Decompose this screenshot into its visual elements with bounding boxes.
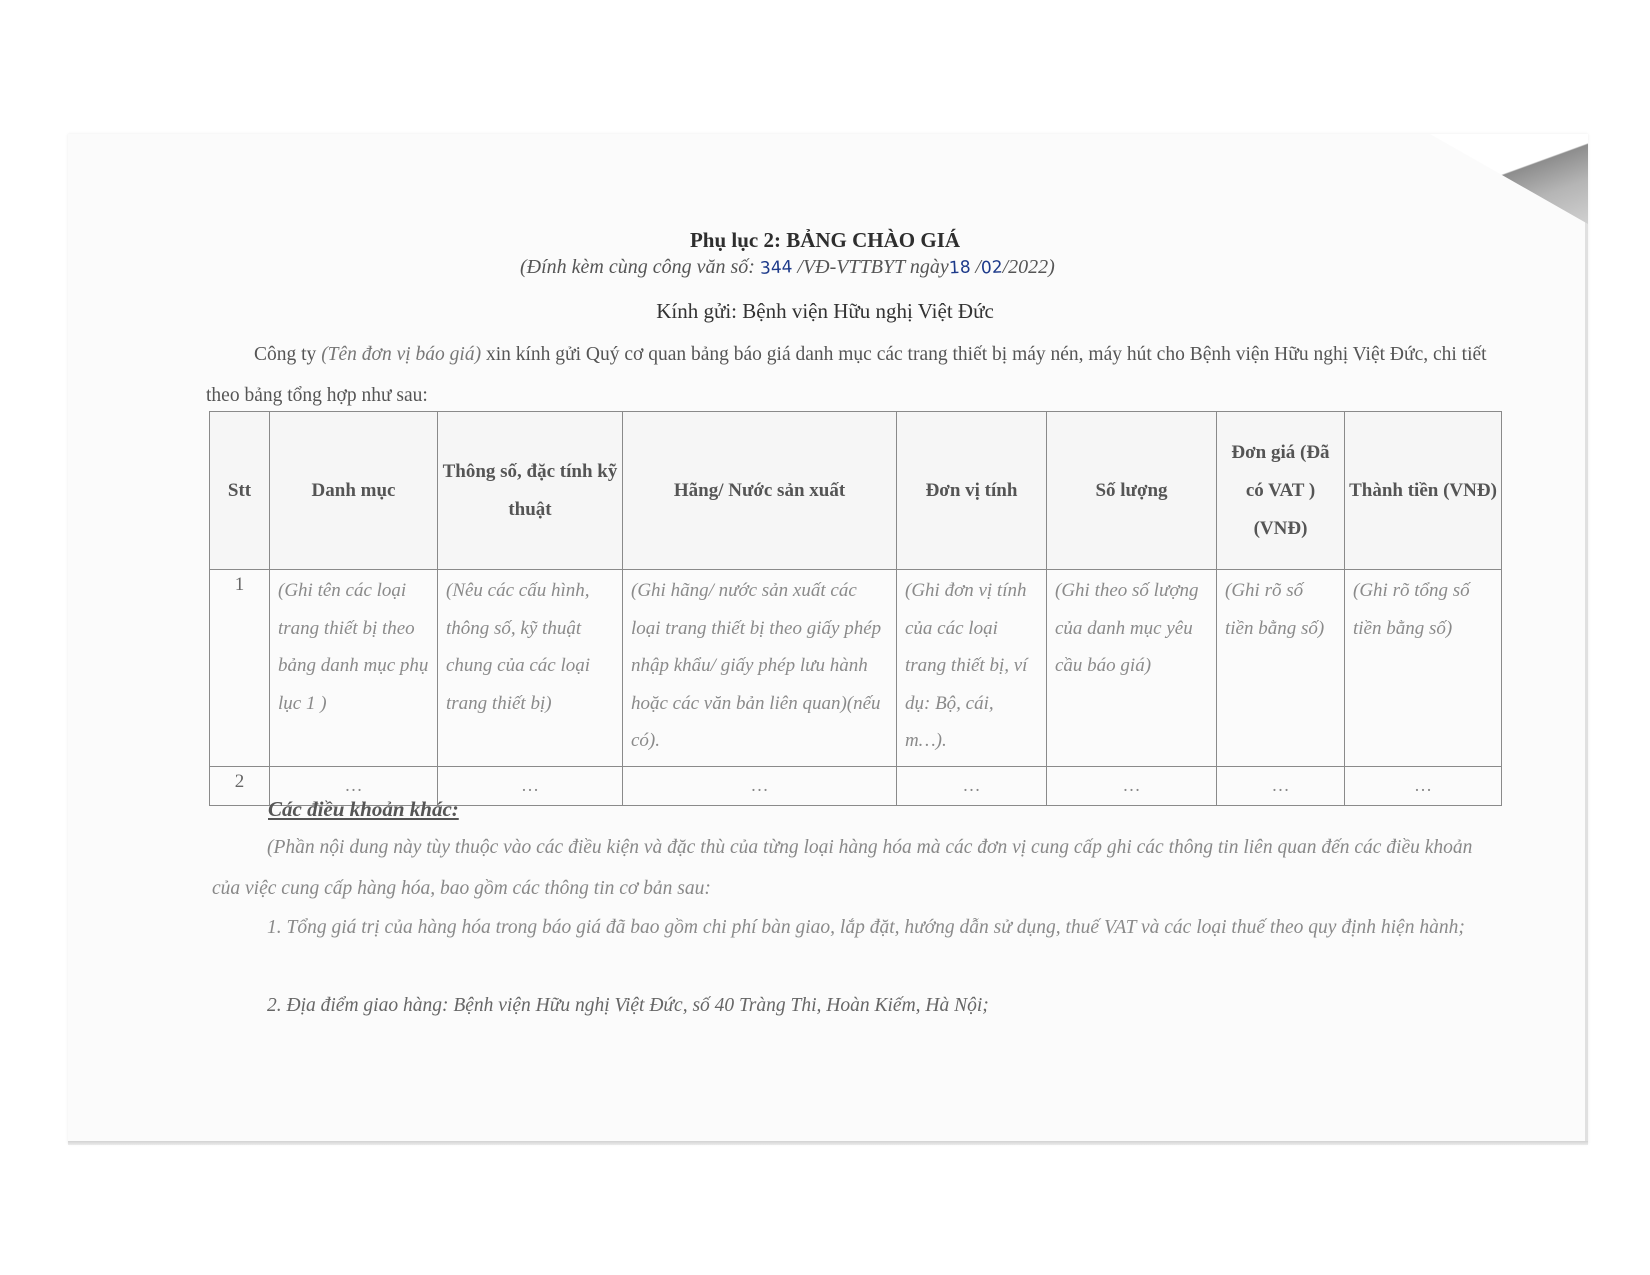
- term-item-1: 1. Tổng giá trị của hàng hóa trong báo giá đã bao gồm chi phí bàn giao, lắp đặt, hướng dẫn sử dụng, thuế VAT và các loại thuế theo quy định hiện hành;: [267, 917, 1465, 938]
- handwritten-month: 02: [980, 257, 1004, 279]
- row1-thanh-tien: (Ghi rõ tổng số tiền bằng số): [1345, 570, 1502, 767]
- row1-so-luong: (Ghi theo số lượng của danh mục yêu cầu báo giá): [1047, 570, 1217, 767]
- document-subtitle: [520, 256, 1055, 279]
- header-hang: Hãng/ Nước sản xuất: [623, 412, 897, 570]
- recipient-line: Kính gửi: Bệnh viện Hữu nghị Việt Đức: [656, 299, 994, 323]
- subtitle-middle: /VĐ-VTTBYT ngày: [797, 256, 949, 278]
- row1-don-vi: (Ghi đơn vị tính của các loại trang thiết bị, ví dụ: Bộ, cái, m…).: [897, 570, 1047, 767]
- page-bottom-edge: [68, 1141, 1588, 1145]
- header-thanh-tien: Thành tiền (VNĐ): [1345, 412, 1502, 570]
- price-quote-table: [209, 411, 1502, 806]
- row2-cell: …: [438, 766, 623, 805]
- terms-heading: Các điều khoản khác:: [268, 797, 459, 821]
- page-right-edge: [1585, 134, 1588, 1144]
- header-danh-muc: Danh mục: [270, 412, 438, 570]
- header-don-gia: Đơn giá (Đã có VAT ) (VNĐ): [1217, 412, 1345, 570]
- row1-stt: 1: [210, 570, 270, 767]
- subtitle-prefix: (Đính kèm cùng công văn số:: [520, 256, 755, 278]
- row2-cell: …: [897, 766, 1047, 805]
- document-title: Phụ lục 2: BẢNG CHÀO GIÁ: [689, 228, 961, 252]
- intro-body: xin kính gửi Quý cơ quan bảng báo giá danh mục các trang thiết bị máy nén, máy hút cho Bệnh viện Hữu nghị Việt Đức, chi tiết theo bảng tổng hợp như sau:: [206, 344, 1487, 406]
- row2-cell: …: [270, 766, 438, 805]
- row2-cell: …: [1345, 766, 1502, 805]
- row2-cell: …: [1047, 766, 1217, 805]
- row1-danh-muc: (Ghi tên các loại trang thiết bị theo bảng danh mục phụ lục 1 ): [270, 570, 438, 767]
- subtitle-suffix: /2022): [1002, 256, 1055, 278]
- row2-cell: …: [1217, 766, 1345, 805]
- row1-don-gia: (Ghi rõ số tiền bằng số): [1217, 570, 1345, 767]
- header-stt: Stt: [210, 412, 270, 570]
- row2-stt: 2: [210, 766, 270, 805]
- subtitle-sep: /: [975, 256, 981, 278]
- row1-hang: (Ghi hãng/ nước sản xuất các loại trang thiết bị theo giấy phép nhập khẩu/ giấy phép lưu hành hoặc các văn bản liên quan)(nếu có).: [623, 570, 897, 767]
- intro-paragraph: [206, 334, 1496, 416]
- header-thong-so: Thông số, đặc tính kỹ thuật: [438, 412, 623, 570]
- row2-cell: …: [623, 766, 897, 805]
- table-header-row: [210, 412, 1502, 570]
- table-row: [210, 570, 1502, 767]
- header-don-vi: Đơn vị tính: [897, 412, 1047, 570]
- handwritten-day: 18: [948, 257, 971, 279]
- row1-thong-so: (Nêu các cấu hình, thông số, kỹ thuật chung của các loại trang thiết bị): [438, 570, 623, 767]
- term-item-2: 2. Địa điểm giao hàng: Bệnh viện Hữu nghị Việt Đức, số 40 Tràng Thi, Hoàn Kiếm, Hà Nội;: [267, 995, 989, 1016]
- intro-lead: Công ty: [254, 344, 317, 365]
- company-placeholder: (Tên đơn vị báo giá): [321, 344, 482, 365]
- handwritten-doc-number: 344: [759, 257, 793, 279]
- terms-intro: (Phần nội dung này tùy thuộc vào các điều kiện và đặc thù của từng loại hàng hóa mà các đơn vị cung cấp ghi các thông tin liên quan đến các điều khoản của việc cung cấp hàng hóa, bao gồm các thông tin cơ bản sau:: [212, 837, 1473, 899]
- header-so-luong: Số lượng: [1047, 412, 1217, 570]
